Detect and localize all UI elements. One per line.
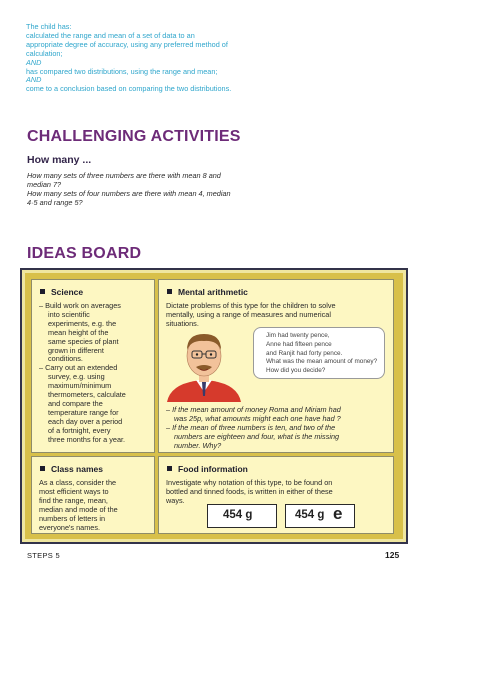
challenge-line: 4·5 and range 5? — [27, 197, 83, 207]
bullet-square-icon — [167, 466, 172, 471]
mental-arithmetic-title: Mental arithmetic — [167, 287, 248, 297]
class-names-text — [39, 479, 118, 532]
text-line: and compare the — [48, 398, 103, 408]
science-text — [39, 302, 126, 445]
bullet-square-icon — [40, 466, 45, 471]
text-line: Dictate problems of this type for the children to solve — [166, 301, 336, 310]
text-line: was 25p, what amounts might each one have had ? — [174, 413, 341, 423]
speech-bubble — [253, 327, 385, 379]
text-line: situations. — [166, 318, 199, 328]
science-title: Science — [40, 287, 83, 297]
criteria-line: come to a conclusion based on comparing the two distributions. — [26, 84, 232, 94]
text-line: – If the mean of three numbers is ten, and two of the — [166, 422, 336, 432]
text-line: mean height of the — [48, 327, 109, 337]
bullet-square-icon — [167, 289, 172, 294]
text-line: three months for a year. — [48, 434, 126, 444]
page-number: 125 — [385, 550, 400, 560]
text-line: Investigate why notation of this type, to be found on — [166, 478, 333, 487]
text-line: median and mode of the — [39, 504, 118, 514]
weight-label-text: 454 g — [295, 509, 325, 521]
criteria-line: appropriate degree of accuracy, using any preferred method of — [26, 39, 228, 49]
bullet-square-icon — [40, 289, 45, 294]
speech-bubble-text — [266, 332, 377, 376]
text-line: What was the mean amount of money? — [266, 358, 378, 366]
text-line: Anne had fifteen pence — [266, 340, 332, 348]
text-line: thermometers, calculate — [48, 390, 126, 400]
criteria-and: AND — [26, 75, 42, 85]
challenge-questions — [27, 172, 297, 208]
text-line: number. Why? — [174, 440, 222, 450]
science-panel — [31, 279, 155, 453]
text-line: How did you decide? — [266, 367, 326, 375]
text-line: same species of plant — [48, 336, 119, 346]
criteria-line: has compared two distributions, using the range and mean; — [26, 66, 218, 76]
text-line: each day over a period — [48, 416, 123, 426]
text-line: mentally, using a range of measures and numerical — [166, 309, 331, 319]
text-line: maximum/minimum — [48, 381, 112, 391]
criteria-line: The child has: — [26, 22, 72, 31]
text-line: find the range, mean, — [39, 495, 108, 505]
text-line: – If the mean amount of money Roma and Miriam had — [166, 405, 341, 414]
text-line: bottled and tinned foods, is written in either of these — [166, 486, 333, 496]
criteria-and: AND — [26, 57, 42, 67]
text-line: most efficient ways to — [39, 486, 109, 496]
text-line: As a class, consider the — [39, 478, 117, 487]
food-information-title: Food information — [167, 464, 248, 474]
text-line: into scientific — [48, 309, 90, 319]
text-line: – Carry out an extended — [39, 363, 118, 373]
text-line: Jim had twenty pence, — [266, 332, 330, 339]
text-line: ways. — [166, 495, 185, 505]
text-line: grown in different — [48, 345, 104, 355]
food-information-text — [166, 479, 333, 506]
text-line: and Ranjit had forty pence. — [266, 349, 343, 357]
weight-label-estimated — [285, 504, 355, 528]
text-line: numbers are eighteen and four, what is the missing — [174, 431, 340, 441]
text-line: numbers of letters in — [39, 513, 106, 523]
mental-intro — [166, 302, 336, 329]
criteria-line: calculation; — [26, 48, 63, 58]
ideas-board-heading: IDEAS BOARD — [27, 245, 142, 262]
weight-label-plain — [207, 504, 277, 528]
estimated-e-mark: e — [333, 504, 343, 523]
text-line: temperature range for — [48, 407, 119, 417]
teacher-illustration — [165, 330, 243, 402]
text-line: experiments, e.g. the — [48, 318, 117, 328]
challenging-activities-heading: CHALLENGING ACTIVITIES — [27, 128, 241, 145]
mental-arithmetic-panel — [158, 279, 394, 453]
mental-questions — [166, 406, 341, 451]
how-many-subheading: How many ... — [27, 154, 92, 166]
challenge-line: median 7? — [27, 179, 62, 189]
text-line: everyone's names. — [39, 522, 101, 532]
ideas-board — [20, 268, 408, 544]
criteria-line: calculated the range and mean of a set of data to an — [26, 30, 195, 40]
food-information-panel — [158, 456, 394, 534]
class-names-panel — [31, 456, 155, 534]
challenge-line: How many sets of four numbers are there with mean 4, median — [27, 188, 231, 198]
text-line: survey, e.g. using — [48, 372, 105, 382]
text-line: conditions. — [48, 354, 83, 364]
class-names-title: Class names — [40, 464, 103, 474]
attainment-criteria — [26, 23, 286, 94]
footer-series-label: STEPS 5 — [27, 551, 60, 560]
text-line: – Build work on averages — [39, 301, 121, 310]
weight-label-text: 454 g — [223, 509, 253, 521]
text-line: of a fortnight, every — [48, 425, 111, 435]
challenge-line: How many sets of three numbers are there with mean 8 and — [27, 171, 221, 180]
